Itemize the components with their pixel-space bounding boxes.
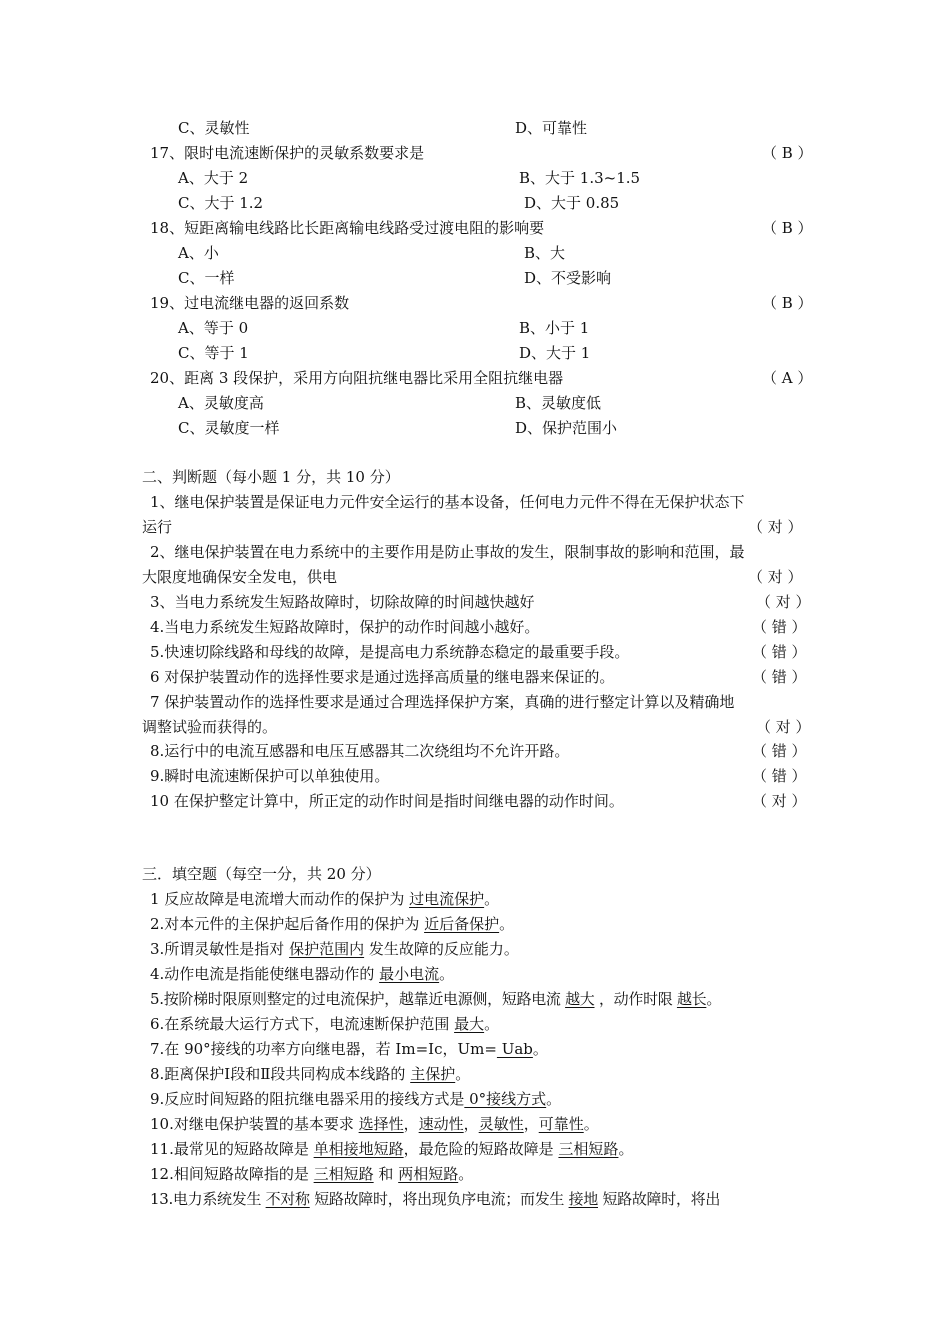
answer-blank: 过电流保护	[409, 890, 485, 908]
answer-blank: 接地	[568, 1190, 598, 1208]
q20-option-d: D、保护范围小	[515, 419, 618, 437]
q19-option-a: A、等于 0	[178, 319, 249, 337]
tf-q1-answer: （ 对 ）	[748, 518, 803, 536]
q20-answer: （ A ）	[762, 369, 813, 387]
q17-option-d: D、大于 0.85	[524, 194, 620, 212]
fill-q7: 7.在 90°接线的功率方向继电器，若 Im=Ic，Um= Uab。	[150, 1040, 548, 1058]
answer-blank: 最小电流	[379, 965, 440, 983]
q18-option-c: C、一样	[178, 269, 235, 287]
answer-blank: 单相接地短路	[313, 1140, 404, 1158]
tf-q2-answer: （ 对 ）	[748, 568, 803, 586]
fill-q4: 4.动作电流是指能使继电器动作的 最小电流。	[150, 965, 455, 983]
fill-section-title: 三．填空题（每空一分，共 20 分）	[142, 865, 381, 883]
q19-option-c: C、等于 1	[178, 344, 249, 362]
answer-blank: 三相短路	[558, 1140, 619, 1158]
tf-q3: 3、当电力系统发生短路故障时，切除故障的时间越快越好	[150, 593, 535, 611]
tf-q6: 6 对保护装置动作的选择性要求是通过选择高质量的继电器来保证的。	[150, 668, 615, 686]
tf-q3-answer: （ 对 ）	[756, 593, 811, 611]
q19-stem: 19、过电流继电器的返回系数	[150, 294, 350, 312]
fill-q13: 13.电力系统发生 不对称 短路故障时，将出现负序电流；而发生 接地 短路故障时，将出	[150, 1190, 721, 1208]
tf-q6-answer: （ 错 ）	[752, 668, 807, 686]
tf-q1-line1: 1、继电保护装置是保证电力元件安全运行的基本设备，任何电力元件不得在无保护状态下	[150, 493, 745, 511]
q20-option-c: C、灵敏度一样	[178, 419, 280, 437]
tf-q7-line2: 调整试验而获得的。	[142, 718, 278, 736]
fill-q11: 11.最常见的短路故障是 单相接地短路，最危险的短路故障是 三相短路。	[150, 1140, 634, 1158]
q19-option-b: B、小于 1	[519, 319, 590, 337]
tf-q10: 10 在保护整定计算中，所正定的动作时间是指时间继电器的动作时间。	[150, 792, 624, 810]
tf-q8: 8.运行中的电流互感器和电压互感器其二次绕组均不允许开路。	[150, 742, 570, 760]
tf-q9-answer: （ 错 ）	[752, 767, 807, 785]
tf-q7-line1: 7 保护装置动作的选择性要求是通过合理选择保护方案，真确的进行整定计算以及精确地	[150, 693, 735, 711]
answer-blank: 可靠性	[538, 1115, 584, 1133]
q18-option-a: A、小	[178, 244, 219, 262]
tf-q2-line2: 大限度地确保安全发电，供电	[142, 568, 338, 586]
tf-q9: 9.瞬时电流速断保护可以单独使用。	[150, 767, 390, 785]
answer-blank: 灵敏性	[478, 1115, 524, 1133]
q20-stem: 20、距离 3 段保护，采用方向阻抗继电器比采用全阻抗继电器	[150, 369, 564, 387]
fill-q8: 8.距离保护Ⅰ段和Ⅱ段共同构成本线路的 主保护。	[150, 1065, 471, 1083]
q17-option-c: C、大于 1.2	[178, 194, 264, 212]
q20-option-a: A、灵敏度高	[178, 394, 264, 412]
answer-blank: 保护范围内	[289, 940, 365, 958]
fill-q10: 10.对继电保护装置的基本要求 选择性，速动性，灵敏性，可靠性。	[150, 1115, 599, 1133]
tf-q8-answer: （ 错 ）	[752, 742, 807, 760]
answer-blank: 最大	[454, 1015, 485, 1033]
tf-q1-line2: 运行	[142, 518, 173, 536]
answer-blank: 越长	[676, 990, 707, 1008]
tf-q10-answer: （ 对 ）	[752, 792, 807, 810]
tf-section-title: 二、判断题（每小题 1 分，共 10 分）	[142, 468, 400, 486]
answer-blank: 速动性	[418, 1115, 464, 1133]
fill-q2: 2.对本元件的主保护起后备作用的保护为 近后备保护。	[150, 915, 515, 933]
tf-q7-answer: （ 对 ）	[756, 718, 811, 736]
q17-answer: （ B ）	[762, 144, 813, 162]
q18-option-b: B、大	[524, 244, 566, 262]
answer-blank: 0°接线方式	[464, 1090, 547, 1108]
q18-option-d: D、不受影响	[524, 269, 612, 287]
q20-option-b: B、灵敏度低	[515, 394, 602, 412]
fill-q5: 5.按阶梯时限原则整定的过电流保护，越靠近电源侧，短路电流 越大 ，动作时限 越长。	[150, 990, 722, 1008]
q17-option-a: A、大于 2	[178, 169, 249, 187]
answer-blank: 不对称	[265, 1190, 310, 1208]
answer-blank: 近后备保护	[424, 915, 500, 933]
answer-blank: 三相短路	[313, 1165, 374, 1183]
q18-answer: （ B ）	[762, 219, 813, 237]
q18-stem: 18、短距离输电线路比长距离输电线路受过渡电阻的影响要	[150, 219, 545, 237]
tf-q2-line1: 2、继电保护装置在电力系统中的主要作用是防止事故的发生，限制事故的影响和范围，最	[150, 543, 745, 561]
answer-blank: 主保护	[410, 1065, 456, 1083]
fill-q9: 9.反应时间短路的阻抗继电器采用的接线方式是 0°接线方式。	[150, 1090, 562, 1108]
q17-option-b: B、大于 1.3~1.5	[519, 169, 641, 187]
q17-stem: 17、限时电流速断保护的灵敏系数要求是	[150, 144, 425, 162]
fill-q1: 1 反应故障是电流增大而动作的保护为 过电流保护。	[150, 890, 500, 908]
tf-q5: 5.快速切除线路和母线的故障，是提高电力系统静态稳定的最重要手段。	[150, 643, 630, 661]
q19-answer: （ B ）	[762, 294, 813, 312]
answer-blank: 选择性	[358, 1115, 404, 1133]
fill-q3: 3.所谓灵敏性是指对 保护范围内 发生故障的反应能力。	[150, 940, 519, 958]
tf-q5-answer: （ 错 ）	[752, 643, 807, 661]
fill-q12: 12.相间短路故障指的是 三相短路 和 两相短路。	[150, 1165, 474, 1183]
tf-q4: 4.当电力系统发生短路故障时，保护的动作时间越小越好。	[150, 618, 540, 636]
q19-option-d: D、大于 1	[519, 344, 591, 362]
answer-blank: 越大	[565, 990, 595, 1008]
q16-option-c: C、灵敏性	[178, 119, 250, 137]
q16-option-d: D、可靠性	[515, 119, 588, 137]
tf-q4-answer: （ 错 ）	[752, 618, 807, 636]
answer-blank: 两相短路	[398, 1165, 459, 1183]
answer-blank: Uab	[496, 1040, 533, 1058]
fill-q6: 6.在系统最大运行方式下，电流速断保护范围 最大。	[150, 1015, 500, 1033]
